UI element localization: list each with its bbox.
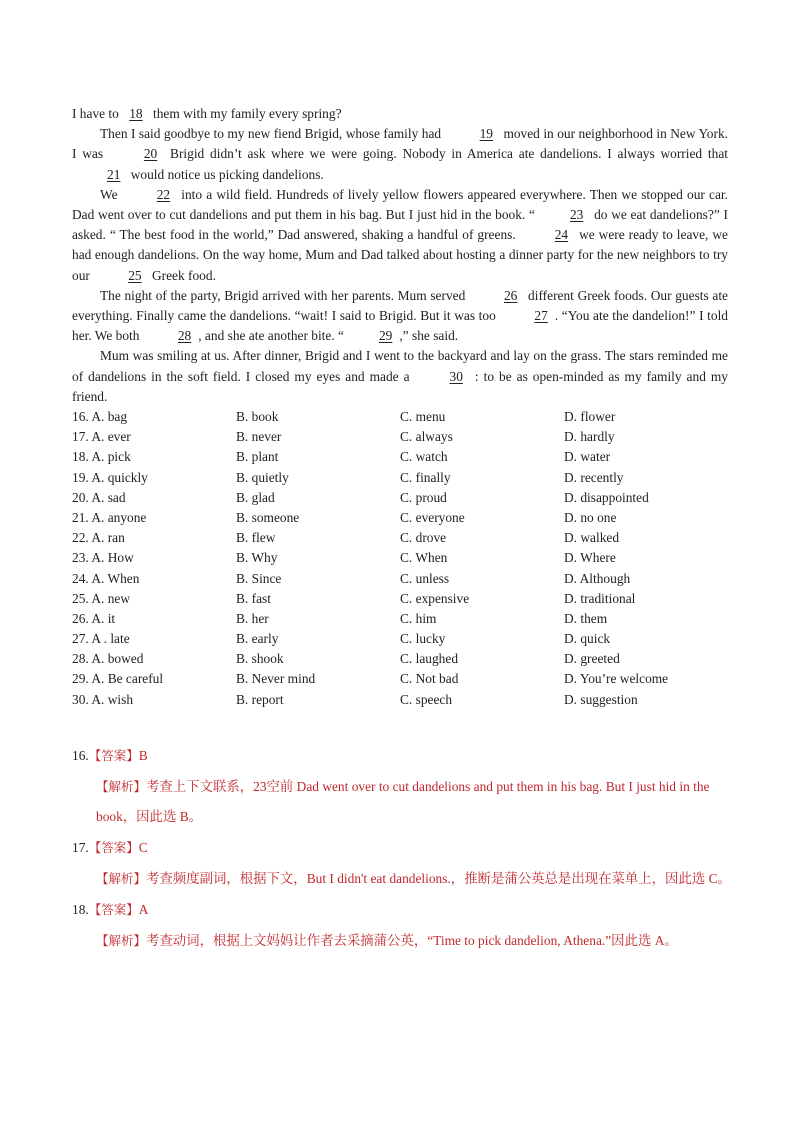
option-choice: C. lucky	[400, 631, 446, 647]
option-choice: 17. A. ever	[72, 429, 131, 445]
answer-line	[72, 894, 742, 926]
passage-line-0	[72, 104, 728, 124]
option-choice: 24. A. When	[72, 570, 140, 586]
option-choice: D. water	[564, 449, 611, 465]
answer-label: 【答案】	[88, 748, 139, 763]
option-choice: D. them	[564, 610, 608, 626]
option-choice: D. recently	[564, 469, 624, 485]
option-choice: 22. A. ran	[72, 530, 125, 546]
answer-number: 16.	[72, 748, 89, 763]
explanation-text: 考查动词，根据上文妈妈让作者去采摘蒲公英，“Time to pick dandelion, Athena.”因此选 A。	[146, 933, 678, 948]
option-choice: B. quietly	[236, 469, 289, 485]
option-choice: C. Not bad	[400, 671, 459, 687]
option-choice: C. speech	[400, 691, 453, 707]
option-choice: C. When	[400, 550, 448, 566]
option-choice: B. fast	[236, 590, 271, 606]
blank-18: 18	[129, 106, 143, 121]
passage-text: I have to	[72, 106, 119, 121]
option-choice: 28. A. bowed	[72, 651, 144, 667]
option-choice: B. her	[236, 610, 269, 626]
option-choice: C. always	[400, 429, 453, 445]
option-row	[72, 528, 728, 548]
blank-27: 27	[534, 308, 548, 324]
option-choice: B. flew	[236, 530, 276, 546]
option-row	[72, 468, 728, 488]
passage-text: them with my family every spring?	[152, 106, 342, 121]
blank-26: 26	[503, 287, 518, 303]
option-choice: D. Where	[564, 550, 616, 566]
explanation-text: 考查频度副词，根据下文，But I didn't eat dandelions.，推断是蒲公英总是出现在菜单上，因此选 C。	[146, 871, 731, 886]
option-choice: 27. A . late	[72, 631, 130, 647]
option-row	[72, 649, 728, 669]
answer-number: 18.	[72, 902, 89, 917]
option-choice: C. everyone	[400, 509, 465, 525]
option-choice: C. expensive	[400, 590, 470, 606]
option-choice: B. never	[236, 429, 282, 445]
answer-label: 【答案】	[88, 902, 139, 917]
explanation-tag: 【解析】	[96, 779, 147, 794]
option-row	[72, 609, 728, 629]
blank-24: 24	[554, 227, 569, 243]
option-choice: C. watch	[400, 449, 448, 465]
option-row	[72, 669, 728, 689]
option-row	[72, 508, 728, 528]
option-choice: B. plant	[236, 449, 279, 465]
option-choice: C. laughed	[400, 651, 459, 667]
option-choice: D. disappointed	[564, 489, 649, 505]
paragraph-2: We 22 into a wild field. Hundreds of lively yellow flowers appeared everywhere. Then we stopped our car. Dad went over to cut dandelions and put them in his bag. But I just hid in the book. “ 23 do we eat dandelions?” I asked. “ The best food in the world,” Dad answered, shaking a handful of greens. 24 we were ready to leave, we had enough dandelions. On the way home, Mum and Dad talked about hosting a dinner party for the new neighbors to try our 25 Greek food.	[72, 185, 728, 286]
option-choice: B. Since	[236, 570, 282, 586]
option-choice: D. flower	[564, 409, 616, 425]
option-row	[72, 569, 728, 589]
option-choice: 26. A. it	[72, 610, 116, 626]
option-row	[72, 488, 728, 508]
option-choice: C. finally	[400, 469, 451, 485]
option-choice: B. Never mind	[236, 671, 316, 687]
explanation-tag: 【解析】	[96, 933, 147, 948]
option-choice: 25. A. new	[72, 590, 131, 606]
paragraph-4: Mum was smiling at us. After dinner, Brigid and I went to the backyard and lay on the grass. The stars reminded me of dandelions in the soft field. I closed my eyes and made a 30 : to be as open-minded as my family and my friend.	[72, 348, 728, 404]
option-choice: B. shook	[236, 651, 284, 667]
option-row	[72, 407, 728, 427]
option-choice: C. drove	[400, 530, 447, 546]
option-choice: C. menu	[400, 409, 446, 425]
answer-letter: C	[138, 840, 148, 855]
option-row	[72, 447, 728, 467]
option-choice: D. walked	[564, 530, 620, 546]
option-choice: 19. A. quickly	[72, 469, 148, 485]
option-choice: B. glad	[236, 489, 275, 505]
option-choice: D. suggestion	[564, 691, 638, 707]
option-choice: B. book	[236, 409, 279, 425]
paragraph-3: The night of the party, Brigid arrived with her parents. Mum served 26 different Greek foods. Our guests ate everything. Finally came the dandelions. “wait! I said to Brigid. But it was too 27 . “You ate the dandelion!” I told her. We both 28 , and she ate another bite. “ 29 ,” she said.	[72, 286, 728, 347]
option-choice: D. greeted	[564, 651, 620, 667]
blank-23: 23	[569, 207, 584, 223]
option-choice: C. proud	[400, 489, 447, 505]
answer-item	[72, 740, 742, 832]
explanation	[72, 864, 742, 894]
option-choice: 30. A. wish	[72, 691, 134, 707]
option-row	[72, 629, 728, 649]
answer-line	[72, 740, 742, 772]
option-choice: 21. A. anyone	[72, 509, 147, 525]
option-choice: D. You’re welcome	[564, 671, 669, 687]
option-row	[72, 548, 728, 568]
option-row	[72, 690, 728, 710]
answer-options	[72, 407, 728, 710]
blank-20: 20	[143, 146, 158, 162]
answer-explanations	[72, 740, 742, 956]
cloze-passage	[72, 104, 728, 407]
explanation	[72, 772, 742, 832]
paragraph-1: Then I said goodbye to my new fiend Brigid, whose family had 19 moved in our neighborhood in New York. I was 20 Brigid didn’t ask where we were going. Nobody in America ate dandelions. I always worried that 21 would notice us picking dandelions.	[72, 124, 728, 185]
explanation-tag: 【解析】	[96, 871, 147, 886]
blank-30: 30	[449, 368, 463, 384]
option-choice: B. early	[236, 631, 279, 647]
option-choice: B. Why	[236, 550, 278, 566]
answer-line	[72, 832, 742, 864]
option-row	[72, 427, 728, 447]
option-choice: 20. A. sad	[72, 489, 126, 505]
blank-29: 29	[378, 328, 393, 344]
blank-22: 22	[156, 186, 171, 202]
blank-19: 19	[479, 126, 493, 142]
answer-letter: A	[138, 902, 149, 917]
explanation	[72, 926, 742, 956]
answer-item	[72, 894, 742, 956]
explanation-text: 考查上下文联系，23空前 Dad went over to cut dandelions and put them in his bag. But I just hid in the book，因此选 B。	[96, 779, 710, 824]
option-choice: D. quick	[564, 631, 611, 647]
blank-28: 28	[177, 328, 192, 344]
answer-item	[72, 832, 742, 894]
option-row	[72, 589, 728, 609]
option-choice: 23. A. How	[72, 550, 134, 566]
option-choice: D. hardly	[564, 429, 615, 445]
answer-letter: B	[138, 748, 148, 763]
option-choice: D. no one	[564, 509, 617, 525]
document-page	[72, 104, 728, 710]
answer-number: 17.	[72, 840, 89, 855]
answer-label: 【答案】	[88, 840, 139, 855]
option-choice: D. traditional	[564, 590, 636, 606]
option-choice: 16. A. bag	[72, 409, 128, 425]
option-choice: 18. A. pick	[72, 449, 131, 465]
option-choice: C. him	[400, 610, 437, 626]
option-choice: C. unless	[400, 570, 450, 586]
option-choice: B. someone	[236, 509, 300, 525]
blank-21: 21	[107, 166, 121, 182]
option-choice: D. Although	[564, 570, 631, 586]
option-choice: 29. A. Be careful	[72, 671, 164, 687]
option-choice: B. report	[236, 691, 284, 707]
blank-25: 25	[128, 267, 142, 283]
